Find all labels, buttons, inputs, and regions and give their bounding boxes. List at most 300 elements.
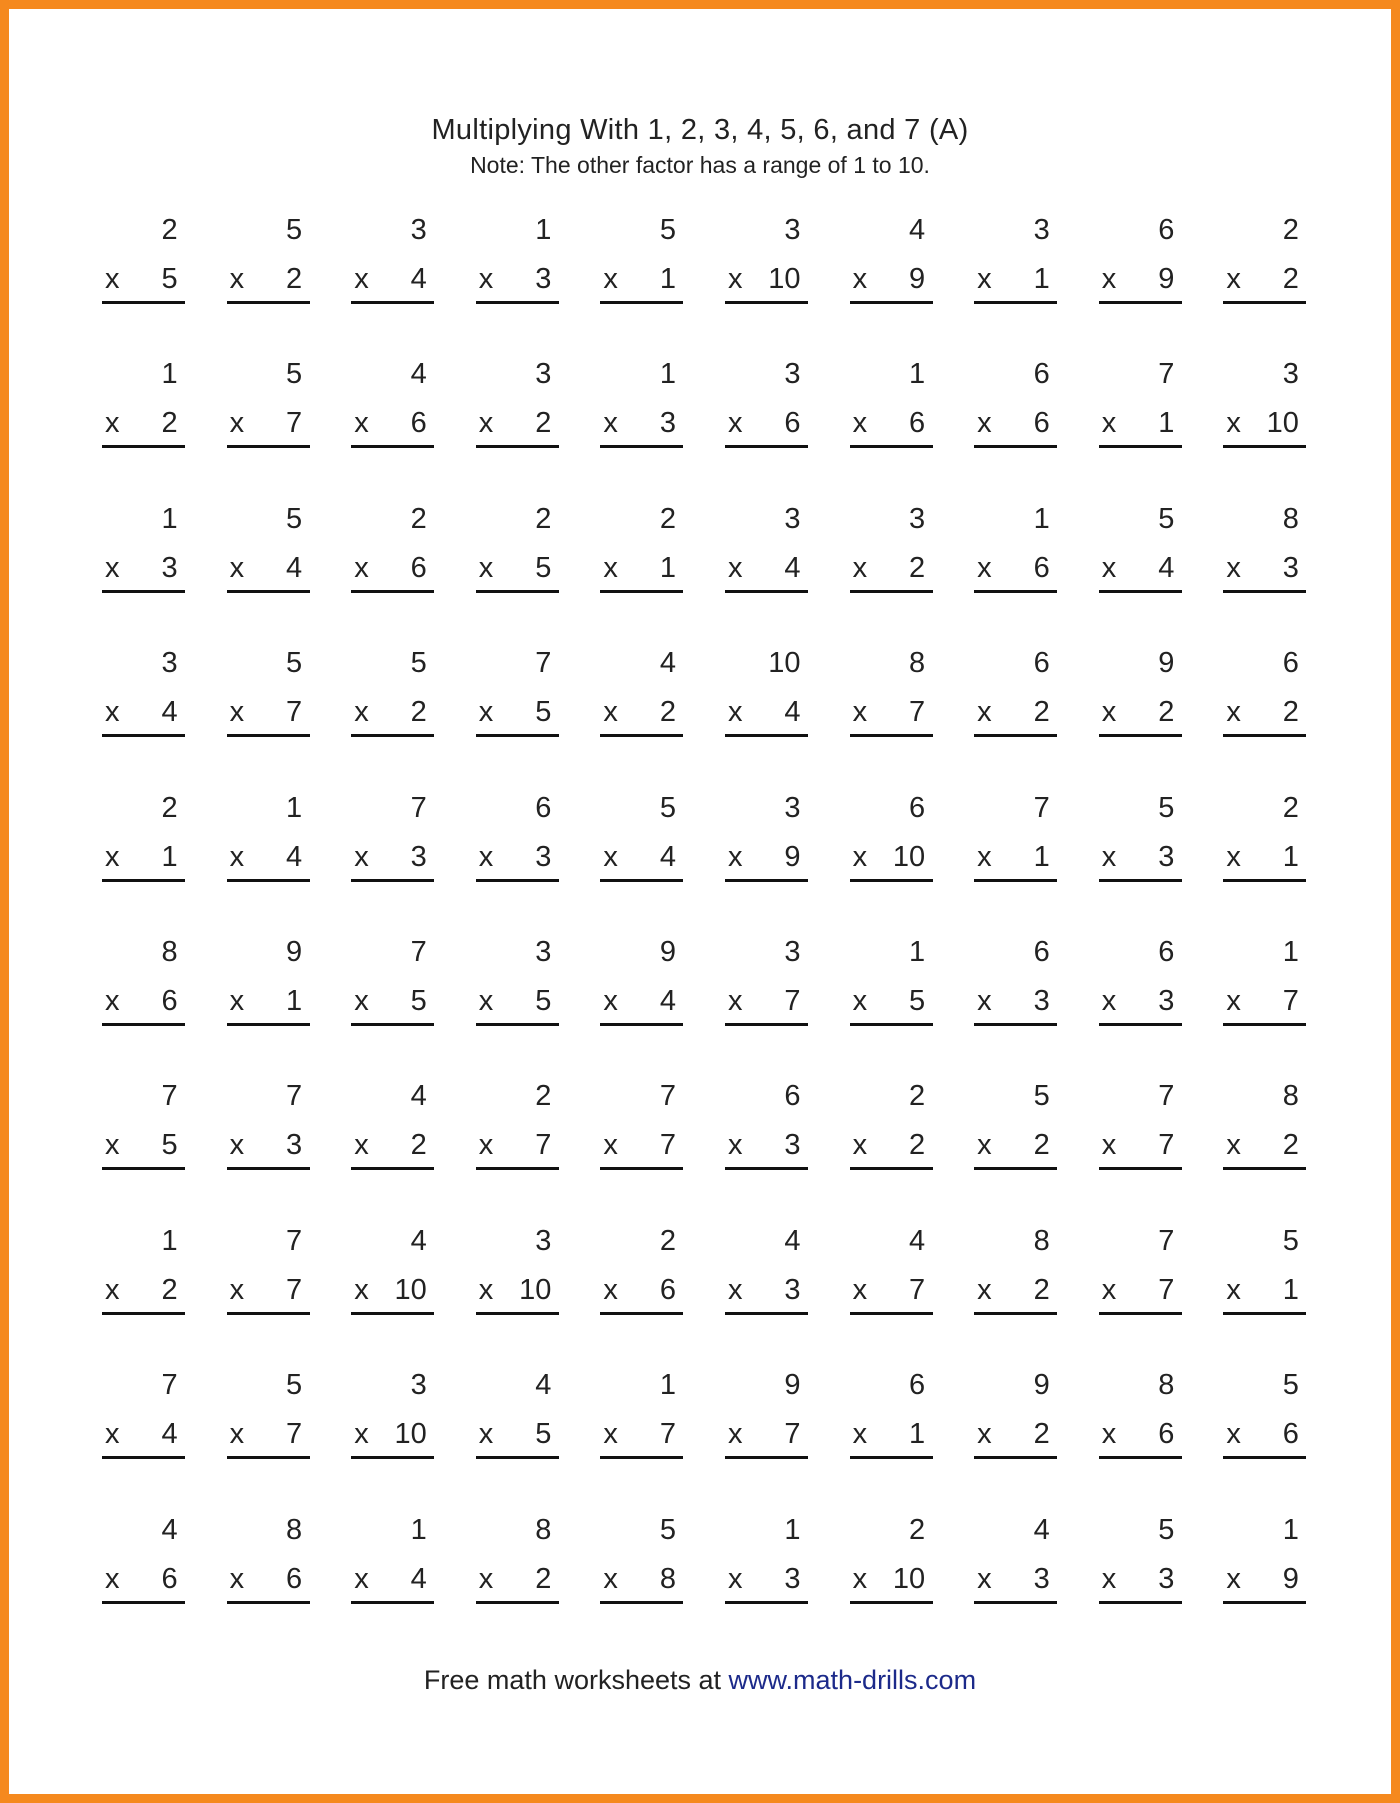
multiply-sign: x (105, 1562, 120, 1595)
answer-line (974, 879, 1057, 882)
bottom-factor: 8 (659, 1562, 676, 1595)
problem-7-8 (965, 1079, 1090, 1223)
bottom-factor: 3 (410, 840, 427, 873)
problem-7-9 (1090, 1079, 1215, 1223)
top-factor: 1 (1282, 935, 1299, 968)
answer-line (102, 301, 185, 304)
problem-9-4 (467, 1368, 592, 1512)
problem-8-1 (93, 1224, 218, 1368)
multiply-sign: x (1226, 407, 1241, 440)
top-factor: 5 (1158, 791, 1175, 824)
answer-line (1099, 1312, 1182, 1315)
bottom-factor: 2 (286, 263, 303, 295)
problem-7-2 (218, 1079, 343, 1223)
answer-line (725, 590, 808, 593)
top-factor: 7 (286, 1224, 303, 1257)
bottom-factor: 5 (535, 984, 552, 1017)
top-factor: 3 (784, 358, 801, 391)
top-factor: 4 (161, 1513, 178, 1546)
bottom-factor: 3 (784, 1129, 801, 1162)
top-factor: 6 (535, 791, 552, 824)
multiply-sign: x (354, 1562, 369, 1595)
problem-7-7 (841, 1079, 966, 1223)
problem-3-5 (591, 502, 716, 646)
top-factor: 7 (659, 1080, 676, 1113)
bottom-factor: 3 (1033, 984, 1050, 1017)
bottom-factor: 3 (1033, 1562, 1050, 1595)
answer-line (725, 1456, 808, 1459)
bottom-factor: 7 (1282, 984, 1299, 1017)
problem-9-10 (1214, 1368, 1339, 1512)
top-factor: 9 (1158, 647, 1175, 680)
top-factor: 1 (784, 1513, 801, 1546)
top-factor: 2 (535, 502, 552, 535)
top-factor: 2 (659, 502, 676, 535)
answer-line (1223, 1601, 1306, 1604)
bottom-factor: 4 (784, 551, 801, 584)
top-factor: 6 (1033, 935, 1050, 968)
problem-9-1 (93, 1368, 218, 1512)
bottom-factor: 1 (1282, 840, 1299, 873)
top-factor: 2 (535, 1080, 552, 1113)
multiply-sign: x (977, 1418, 992, 1451)
bottom-factor: 7 (1158, 1129, 1175, 1162)
problem-3-4 (467, 502, 592, 646)
top-factor: 5 (286, 502, 303, 535)
bottom-factor: 1 (161, 840, 178, 873)
answer-line (227, 445, 310, 448)
bottom-factor: 9 (1158, 263, 1175, 295)
answer-line (725, 879, 808, 882)
multiply-sign: x (852, 551, 868, 584)
multiply-sign: x (727, 551, 743, 584)
answer-line (850, 445, 933, 448)
answer-line (1099, 1456, 1182, 1459)
multiply-sign: x (1226, 1129, 1241, 1162)
multiply-sign: x (977, 407, 992, 440)
answer-line (974, 1312, 1057, 1315)
top-factor: 1 (659, 1369, 676, 1402)
answer-line (1223, 1312, 1306, 1315)
multiply-sign: x (105, 1418, 120, 1451)
bottom-factor: 4 (286, 840, 303, 873)
multiply-sign: x (727, 263, 743, 295)
multiply-sign: x (105, 407, 120, 440)
multiply-sign: x (852, 984, 868, 1017)
answer-line (351, 734, 434, 737)
answer-line (1099, 1023, 1182, 1026)
answer-line (1099, 1601, 1182, 1604)
top-factor: 4 (1033, 1513, 1050, 1546)
top-factor: 7 (410, 935, 427, 968)
top-factor: 3 (410, 1369, 427, 1402)
multiply-sign: x (229, 696, 245, 729)
problem-1-6 (716, 213, 841, 357)
bottom-factor: 3 (784, 1562, 801, 1595)
problem-4-2 (218, 646, 343, 790)
answer-line (476, 879, 559, 882)
answer-line (102, 1312, 185, 1315)
answer-line (850, 590, 933, 593)
problem-7-1 (93, 1079, 218, 1223)
multiply-sign: x (1226, 696, 1241, 729)
bottom-factor: 7 (909, 1273, 926, 1306)
bottom-factor: 6 (161, 984, 178, 1017)
answer-line (974, 301, 1057, 304)
top-factor: 1 (909, 935, 926, 968)
answer-line (227, 879, 310, 882)
top-factor: 4 (784, 1224, 801, 1257)
bottom-factor: 7 (784, 1418, 801, 1451)
bottom-factor: 3 (784, 1273, 801, 1306)
top-factor: 9 (659, 935, 676, 968)
top-factor: 2 (1282, 791, 1299, 824)
answer-line (600, 1601, 683, 1604)
bottom-factor: 4 (410, 263, 427, 295)
multiply-sign: x (727, 1562, 743, 1595)
bottom-factor: 2 (1033, 1273, 1050, 1306)
answer-line (850, 1312, 933, 1315)
bottom-factor: 6 (1158, 1418, 1175, 1451)
bottom-factor: 3 (1158, 840, 1175, 873)
top-factor: 7 (161, 1369, 178, 1402)
problem-2-5 (591, 357, 716, 501)
answer-line (351, 1456, 434, 1459)
top-factor: 5 (410, 647, 427, 680)
problem-3-7 (841, 502, 966, 646)
top-factor: 1 (161, 358, 178, 391)
multiply-sign: x (977, 1273, 992, 1306)
problem-5-3 (342, 791, 467, 935)
top-factor: 6 (909, 791, 926, 824)
problem-6-1 (93, 935, 218, 1079)
problem-5-7 (841, 791, 966, 935)
multiply-sign: x (603, 407, 618, 440)
answer-line (1099, 445, 1182, 448)
bottom-factor: 1 (659, 551, 676, 584)
top-factor: 2 (161, 214, 178, 246)
multiply-sign: x (478, 1418, 494, 1451)
bottom-factor: 6 (286, 1562, 303, 1595)
answer-line (351, 590, 434, 593)
answer-line (725, 1601, 808, 1604)
bottom-factor: 2 (535, 1562, 552, 1595)
top-factor: 5 (1158, 1513, 1175, 1546)
top-factor: 5 (286, 214, 303, 246)
multiply-sign: x (977, 1562, 992, 1595)
problem-5-5 (591, 791, 716, 935)
problem-5-9 (1090, 791, 1215, 935)
footer-link[interactable]: www.math-drills.com (728, 1665, 977, 1695)
top-factor: 5 (286, 647, 303, 680)
problem-9-9 (1090, 1368, 1215, 1512)
top-factor: 6 (1158, 214, 1175, 246)
multiply-sign: x (603, 1129, 618, 1162)
top-factor: 3 (1033, 214, 1050, 246)
problem-10-3 (342, 1513, 467, 1657)
problem-5-2 (218, 791, 343, 935)
multiply-sign: x (105, 696, 120, 729)
answer-line (102, 879, 185, 882)
problem-6-3 (342, 935, 467, 1079)
top-factor: 3 (410, 214, 427, 246)
answer-line (1223, 445, 1306, 448)
problem-7-5 (591, 1079, 716, 1223)
top-factor: 7 (1033, 791, 1050, 824)
problem-10-1 (93, 1513, 218, 1657)
multiply-sign: x (1226, 1562, 1241, 1595)
problem-9-6 (716, 1368, 841, 1512)
top-factor: 7 (1158, 1080, 1175, 1113)
bottom-factor: 10 (519, 1273, 552, 1306)
answer-line (102, 1167, 185, 1170)
bottom-factor: 5 (535, 551, 552, 584)
answer-line (227, 1601, 310, 1604)
bottom-factor: 4 (784, 696, 801, 729)
top-factor: 7 (1158, 358, 1175, 391)
answer-line (974, 1167, 1057, 1170)
bottom-factor: 7 (286, 1418, 303, 1451)
problem-2-10 (1214, 357, 1339, 501)
multiply-sign: x (603, 551, 618, 584)
answer-line (476, 734, 559, 737)
answer-line (351, 1167, 434, 1170)
multiply-sign: x (354, 1129, 369, 1162)
top-factor: 7 (161, 1080, 178, 1113)
problem-9-3 (342, 1368, 467, 1512)
top-factor: 7 (410, 791, 427, 824)
answer-line (600, 734, 683, 737)
bottom-factor: 2 (535, 407, 552, 440)
problem-4-5 (591, 646, 716, 790)
multiply-sign: x (354, 696, 369, 729)
bottom-factor: 4 (161, 696, 178, 729)
answer-line (1223, 879, 1306, 882)
multiply-sign: x (229, 1273, 245, 1306)
multiply-sign: x (1101, 1418, 1117, 1451)
bottom-factor: 3 (1158, 984, 1175, 1017)
multiply-sign: x (977, 696, 992, 729)
top-factor: 8 (909, 647, 926, 680)
multiply-sign: x (1101, 984, 1117, 1017)
multiply-sign: x (852, 696, 868, 729)
answer-line (850, 1601, 933, 1604)
bottom-factor: 3 (535, 840, 552, 873)
problem-1-4 (467, 213, 592, 357)
multiply-sign: x (229, 1562, 245, 1595)
multiply-sign: x (354, 1418, 369, 1451)
multiply-sign: x (478, 840, 494, 873)
multiply-sign: x (852, 263, 868, 295)
bottom-factor: 2 (1033, 696, 1050, 729)
answer-line (600, 1023, 683, 1026)
multiply-sign: x (354, 984, 369, 1017)
bottom-factor: 2 (1282, 696, 1299, 729)
top-factor: 6 (1033, 358, 1050, 391)
multiply-sign: x (478, 551, 494, 584)
bottom-factor: 6 (161, 1562, 178, 1595)
multiply-sign: x (977, 840, 992, 873)
top-factor: 4 (535, 1369, 552, 1402)
multiply-sign: x (852, 1129, 868, 1162)
bottom-factor: 5 (161, 1129, 178, 1162)
multiply-sign: x (478, 1129, 494, 1162)
multiply-sign: x (1101, 407, 1117, 440)
top-factor: 4 (909, 214, 926, 246)
answer-line (102, 445, 185, 448)
bottom-factor: 7 (1158, 1273, 1175, 1306)
answer-line (850, 1167, 933, 1170)
top-factor: 8 (1282, 502, 1299, 535)
top-factor: 4 (909, 1224, 926, 1257)
bottom-factor: 2 (410, 696, 427, 729)
bottom-factor: 2 (1033, 1129, 1050, 1162)
answer-line (850, 1456, 933, 1459)
top-factor: 3 (161, 647, 178, 680)
top-factor: 5 (1282, 1369, 1299, 1402)
top-factor: 2 (909, 1080, 926, 1113)
bottom-factor: 4 (286, 551, 303, 584)
problem-3-10 (1214, 502, 1339, 646)
multiply-sign: x (478, 1562, 494, 1595)
top-factor: 3 (784, 502, 801, 535)
multiply-sign: x (852, 1418, 868, 1451)
bottom-factor: 1 (1282, 1273, 1299, 1306)
answer-line (1099, 879, 1182, 882)
problem-5-1 (93, 791, 218, 935)
problem-1-1 (93, 213, 218, 357)
multiply-sign: x (603, 263, 618, 295)
answer-line (227, 1167, 310, 1170)
multiply-sign: x (1226, 263, 1241, 295)
bottom-factor: 10 (394, 1273, 427, 1306)
problem-4-10 (1214, 646, 1339, 790)
multiply-sign: x (603, 984, 618, 1017)
answer-line (1099, 734, 1182, 737)
top-factor: 5 (1282, 1224, 1299, 1257)
bottom-factor: 5 (535, 696, 552, 729)
problem-4-9 (1090, 646, 1215, 790)
answer-line (476, 1456, 559, 1459)
multiply-sign: x (105, 263, 120, 295)
top-factor: 3 (909, 502, 926, 535)
answer-line (600, 879, 683, 882)
multiply-sign: x (354, 551, 369, 584)
problem-5-6 (716, 791, 841, 935)
top-factor: 1 (161, 1224, 178, 1257)
answer-line (102, 1023, 185, 1026)
multiply-sign: x (977, 984, 992, 1017)
problem-3-9 (1090, 502, 1215, 646)
top-factor: 3 (1282, 358, 1299, 391)
top-factor: 5 (286, 1369, 303, 1402)
top-factor: 8 (161, 935, 178, 968)
multiply-sign: x (478, 984, 494, 1017)
top-factor: 1 (410, 1513, 427, 1546)
bottom-factor: 7 (286, 696, 303, 729)
bottom-factor: 1 (1158, 407, 1175, 440)
footer-text: Free math worksheets at (423, 1665, 729, 1695)
bottom-factor: 10 (892, 1562, 926, 1595)
answer-line (351, 1023, 434, 1026)
problem-8-2 (218, 1224, 343, 1368)
multiply-sign: x (1101, 1129, 1117, 1162)
multiply-sign: x (977, 1129, 992, 1162)
answer-line (974, 1023, 1057, 1026)
answer-line (351, 445, 434, 448)
multiply-sign: x (727, 1418, 743, 1451)
problem-8-10 (1214, 1224, 1339, 1368)
bottom-factor: 4 (659, 840, 676, 873)
problem-3-2 (218, 502, 343, 646)
answer-line (1099, 301, 1182, 304)
bottom-factor: 1 (1033, 263, 1050, 295)
answer-line (1223, 1167, 1306, 1170)
answer-line (227, 1023, 310, 1026)
answer-line (476, 1167, 559, 1170)
bottom-factor: 6 (659, 1273, 676, 1306)
bottom-factor: 2 (161, 407, 178, 440)
problem-5-8 (965, 791, 1090, 935)
top-factor: 4 (659, 647, 676, 680)
bottom-factor: 5 (535, 1418, 552, 1451)
bottom-factor: 2 (161, 1273, 178, 1306)
top-factor: 4 (410, 1224, 427, 1257)
top-factor: 2 (909, 1513, 926, 1546)
bottom-factor: 2 (1282, 1129, 1299, 1162)
multiply-sign: x (852, 1273, 868, 1306)
top-factor: 8 (1033, 1224, 1050, 1257)
multiply-sign: x (727, 696, 743, 729)
problem-1-9 (1090, 213, 1215, 357)
problem-3-3 (342, 502, 467, 646)
problem-6-9 (1090, 935, 1215, 1079)
problem-4-8 (965, 646, 1090, 790)
bottom-factor: 7 (659, 1418, 676, 1451)
top-factor: 4 (410, 1080, 427, 1113)
answer-line (1223, 734, 1306, 737)
answer-line (850, 734, 933, 737)
multiply-sign: x (105, 1129, 120, 1162)
answer-line (600, 1312, 683, 1315)
multiply-sign: x (354, 840, 369, 873)
problem-8-6 (716, 1224, 841, 1368)
worksheet-note: Note: The other factor has a range of 1 to 10. (470, 152, 930, 178)
multiply-sign: x (354, 263, 369, 295)
problem-8-5 (591, 1224, 716, 1368)
multiply-sign: x (852, 407, 868, 440)
bottom-factor: 4 (1158, 551, 1175, 584)
top-factor: 5 (286, 358, 303, 391)
answer-line (725, 1312, 808, 1315)
answer-line (351, 1312, 434, 1315)
answer-line (725, 445, 808, 448)
bottom-factor: 6 (1282, 1418, 1299, 1451)
answer-line (974, 734, 1057, 737)
multiply-sign: x (105, 840, 120, 873)
multiply-sign: x (478, 407, 494, 440)
top-factor: 9 (1033, 1369, 1050, 1402)
answer-line (974, 445, 1057, 448)
answer-line (227, 1312, 310, 1315)
multiply-sign: x (727, 1273, 743, 1306)
multiply-sign: x (1101, 1562, 1117, 1595)
answer-line (102, 1601, 185, 1604)
bottom-factor: 9 (1282, 1562, 1299, 1595)
bottom-factor: 10 (394, 1418, 427, 1451)
problem-4-1 (93, 646, 218, 790)
problem-5-10 (1214, 791, 1339, 935)
